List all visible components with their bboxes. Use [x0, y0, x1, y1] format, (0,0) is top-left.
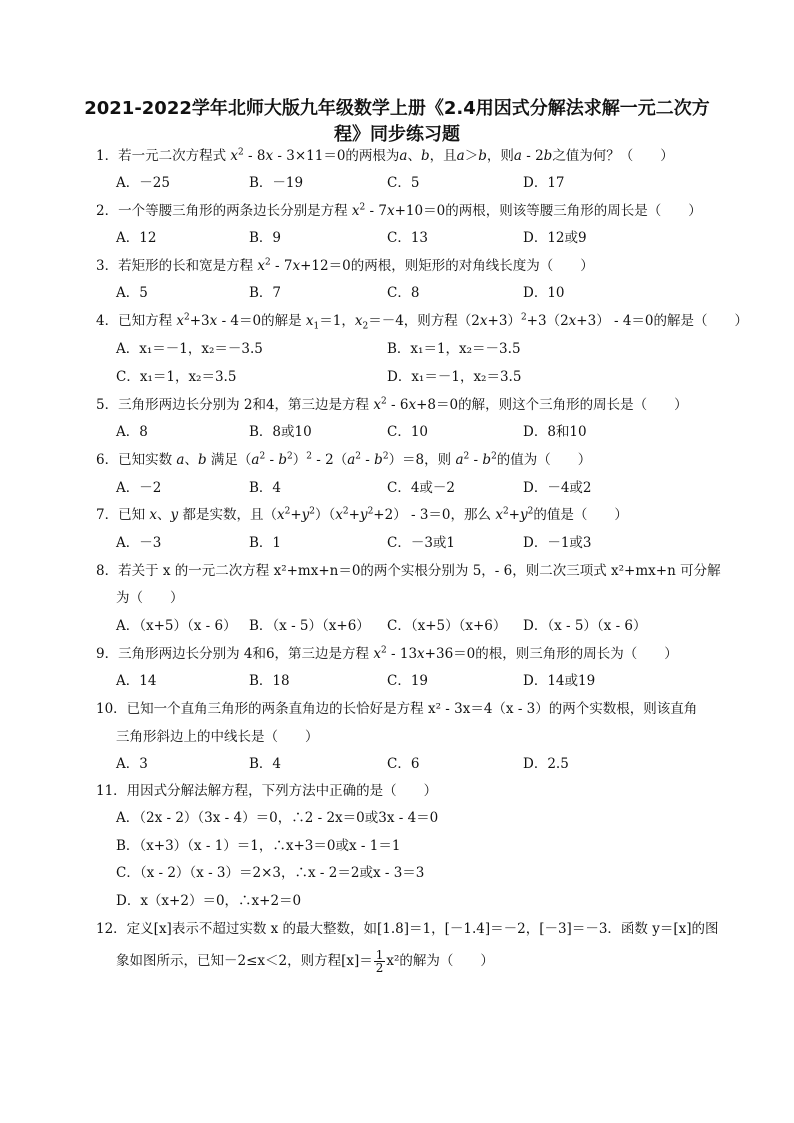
question-4-option-d: D．x₁＝－1，x₂＝3.5 — [387, 369, 522, 385]
question-9-option-d: D．14或19 — [523, 673, 596, 689]
question-8-stem-line-1: 8．若关于 x 的一元二次方程 x²+mx+n＝0的两个实根分别为 5，- 6，则二次三项式 x²+mx+n 可分解 — [96, 563, 721, 579]
question-1-option-b: B．－19 — [249, 175, 304, 191]
question-12-stem-line-1: 12．定义[x]表示不超过实数 x 的最大整数，如[1.8]＝1，[－1.4]＝－2，[－3]＝－3．函数 y＝[x]的图 — [96, 921, 719, 937]
document-title: 2021-2022学年北师大版九年级数学上册《2.4用因式分解法求解一元二次方程》同步练习题 — [84, 98, 710, 145]
question-10-option-a: A．3 — [116, 756, 148, 772]
question-8-option-b: B．（x - 5）（x+6） — [249, 618, 370, 634]
question-6-option-b: B．4 — [249, 480, 282, 496]
question-1-option-a: A．－25 — [116, 175, 170, 191]
question-11-option-d: D．x（x+2）＝0，∴x+2＝0 — [116, 893, 302, 909]
question-11-option-c: C．（x - 2）（x - 3）＝2×3，∴x - 2＝2或x - 3＝3 — [116, 865, 425, 881]
question-10-option-b: B．4 — [249, 756, 282, 772]
question-3-option-d: D．10 — [523, 285, 565, 301]
question-4-option-a: A．x₁＝－1，x₂＝－3.5 — [116, 341, 263, 357]
question-11-option-b: B．（x+3）（x - 1）＝1，∴x+3＝0或x - 1＝1 — [116, 838, 401, 854]
question-4-option-b: B．x₁＝1，x₂＝－3.5 — [387, 341, 521, 357]
question-1-option-d: D．17 — [523, 175, 565, 191]
question-9-option-b: B．18 — [249, 673, 290, 689]
question-5-option-b: B．8或10 — [249, 424, 312, 440]
question-6-option-d: D．－4或2 — [523, 480, 592, 496]
question-8-option-a: A．（x+5）（x - 6） — [116, 618, 237, 634]
question-5-option-a: A．8 — [116, 424, 148, 440]
question-5-option-c: C．10 — [387, 424, 429, 440]
question-1-option-c: C．5 — [387, 175, 420, 191]
question-9-option-a: A．14 — [116, 673, 157, 689]
question-3-stem: 3．若矩形的长和宽是方程 $x^2 - 7x+12=0$的两根，则矩形的对角线长度为（ ） — [96, 257, 594, 274]
question-2-option-b: B．9 — [249, 230, 282, 246]
question-10-option-d: D．2.5 — [523, 756, 569, 772]
question-8-option-c: C．（x+5）（x+6） — [387, 618, 507, 634]
question-7-option-c: C．－3或1 — [387, 535, 456, 551]
question-7-stem: 7．已知 x、y 都是实数，且$(x^2+y^2)(x^2+y^2+2) - 3=0$，那么 $x^2+y^2$的值是（ ） — [96, 506, 628, 523]
question-3-option-c: C．8 — [387, 285, 420, 301]
question-7-option-a: A．－3 — [116, 535, 162, 551]
question-2-stem: 2．一个等腰三角形的两条边长分别是方程 $x^2 - 7x+10=0$的两根，则该等腰三角形的周长是（ ） — [96, 202, 702, 219]
question-1-stem: 1．若一元二次方程式 $x^2 - 8x - 3\times 11=0$的两根为a、b，且a＞b，则a - 2b之值为何？（ ） — [96, 147, 674, 164]
fraction-one-half: $\frac{1}{2}$ — [375, 948, 384, 975]
question-4-stem: 4．已知方程 $x^2+3x - 4=0$的解是 $x_1=1$，$x_2=-4$，则方程$(2x+3)^2+3(2x+3) - 4=0$的解是（ ） — [96, 312, 749, 332]
question-5-stem: 5．三角形两边长分别为 2和4，第三边是方程 $x^2 - 6x+8=0$的解，则这个三角形的周长是（ ） — [96, 396, 688, 413]
question-7-option-d: D．－1或3 — [523, 535, 592, 551]
question-11-option-a: A．（2x - 2）（3x - 4）＝0，∴2 - 2x＝0或3x - 4＝0 — [116, 810, 439, 826]
question-2-option-c: C．13 — [387, 230, 429, 246]
question-9-option-c: C．19 — [387, 673, 429, 689]
question-11-stem: 11．用因式分解法解方程，下列方法中正确的是（ ） — [96, 783, 438, 799]
question-6-option-c: C．4或－2 — [387, 480, 456, 496]
question-2-option-a: A．12 — [116, 230, 157, 246]
question-6-stem: 6．已知实数 a、b 满足$(a^2 - b^2)^2 - 2(a^2 - b^2)=8$，则 $a^2 - b^2$的值为（ ） — [96, 451, 592, 468]
question-10-stem-line-1: 10．已知一个直角三角形的两条直角边的长恰好是方程 x² - 3x＝4（x - 3）的两个实数根，则该直角 — [96, 701, 698, 717]
question-2-option-d: D．12或9 — [523, 230, 587, 246]
question-3-option-a: A．5 — [116, 285, 148, 301]
question-6-option-a: A．－2 — [116, 480, 162, 496]
question-3-option-b: B．7 — [249, 285, 282, 301]
question-12-stem-line-2: 象如图所示，已知－2≤x＜2，则方程[x]＝ $\frac{1}{2}$ x²的解为（ ） — [116, 948, 494, 975]
question-10-stem-line-2: 三角形斜边上的中线长是（ ） — [116, 729, 319, 745]
question-10-option-c: C．6 — [387, 756, 420, 772]
question-8-stem-line-2: 为（ ） — [116, 590, 184, 606]
question-8-option-d: D．（x - 5）（x - 6） — [523, 618, 647, 634]
question-7-option-b: B．1 — [249, 535, 282, 551]
question-9-stem: 9．三角形两边长分别为 4和6，第三边是方程 $x^2 - 13x+36=0$的根，则三角形的周长为（ ） — [96, 645, 678, 662]
question-4-option-c: C．x₁＝1，x₂＝3.5 — [116, 369, 237, 385]
question-5-option-d: D．8和10 — [523, 424, 587, 440]
